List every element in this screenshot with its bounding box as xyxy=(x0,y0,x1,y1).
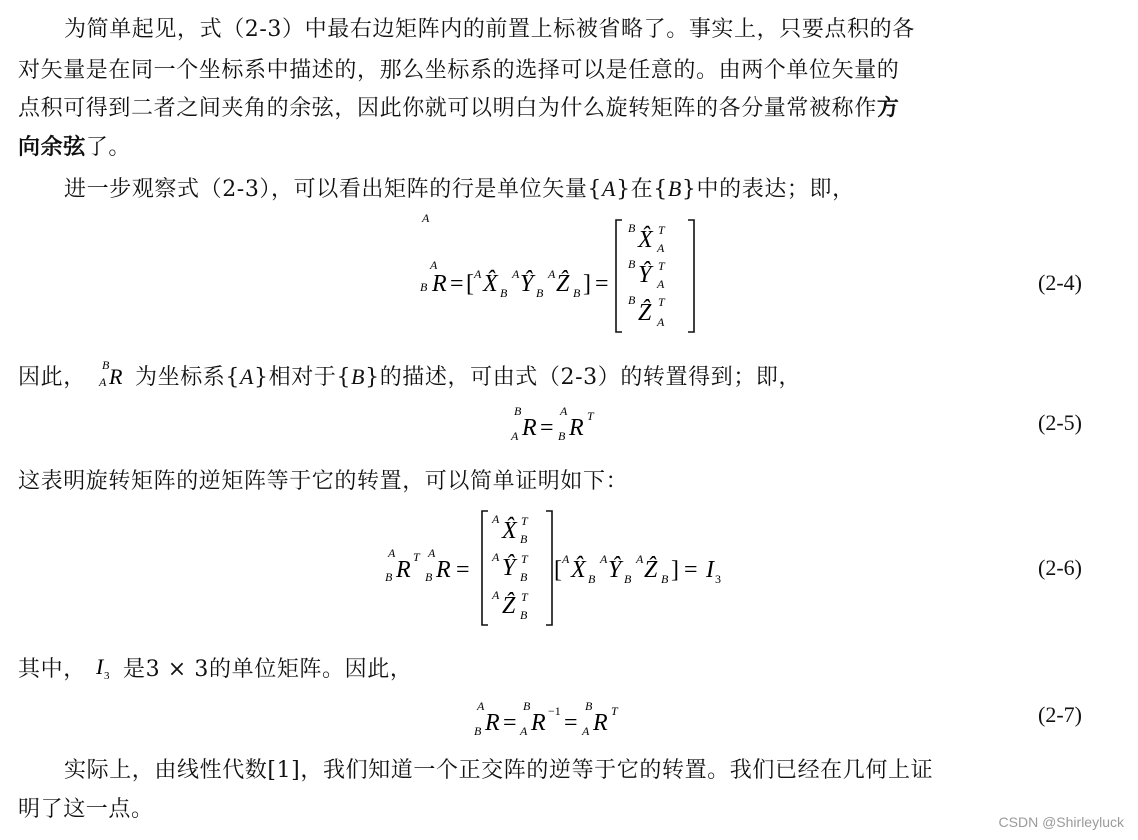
paragraph-5: 其中， I 3 是3 × 3的单位矩阵。因此， xyxy=(18,654,413,682)
svg-text:R: R xyxy=(593,710,608,736)
svg-text:B: B xyxy=(628,257,636,271)
svg-text:A: A xyxy=(548,267,556,281)
svg-text:R: R xyxy=(436,557,451,583)
svg-text:B: B xyxy=(102,358,111,372)
svg-text:[: [ xyxy=(554,557,562,583)
svg-text:B: B xyxy=(474,724,482,738)
svg-text:A: A xyxy=(477,699,485,713)
svg-text:A: A xyxy=(492,588,500,602)
svg-text:A: A xyxy=(600,552,608,566)
svg-text:]: ] xyxy=(583,271,591,297)
svg-text:B: B xyxy=(425,570,433,584)
svg-text:B: B xyxy=(385,570,393,584)
svg-text:=: = xyxy=(456,557,470,583)
svg-text:I: I xyxy=(706,557,714,583)
svg-text:R: R xyxy=(531,710,546,736)
svg-text:[: [ xyxy=(466,271,474,297)
svg-text:=: = xyxy=(540,415,554,441)
svg-text:T: T xyxy=(587,409,594,423)
svg-text:]: ] xyxy=(671,557,679,583)
svg-text:=: = xyxy=(503,710,517,736)
svg-text:B: B xyxy=(588,572,596,586)
svg-text:B: B xyxy=(624,572,632,586)
inline-identity-i3 xyxy=(93,652,115,682)
svg-text:A: A xyxy=(511,429,519,443)
svg-text:Ẑ: Ẑ xyxy=(638,300,652,326)
svg-text:=: = xyxy=(595,271,609,297)
svg-text:Ŷ: Ŷ xyxy=(520,271,534,297)
svg-text:T: T xyxy=(521,590,528,604)
svg-text:A: A xyxy=(474,267,482,281)
svg-text:A: A xyxy=(388,546,396,560)
watermark: CSDN @Shirleyluck xyxy=(998,814,1124,830)
svg-text:X̂: X̂ xyxy=(638,227,653,253)
svg-text:A: A xyxy=(582,724,590,738)
svg-text:A: A xyxy=(492,550,500,564)
svg-text:B: B xyxy=(520,570,528,584)
svg-text:A: A xyxy=(99,375,108,389)
svg-text:A: A xyxy=(520,724,528,738)
equation-number-2-6: (2-6) xyxy=(1038,555,1082,580)
svg-text:B: B xyxy=(523,699,531,713)
svg-text:R: R xyxy=(396,557,411,583)
svg-text:A: A xyxy=(636,552,644,566)
paragraph-6-line-2: 明了这一点。 xyxy=(18,797,154,822)
paragraph-1-line-2: 对矢量是在同一个坐标系中描述的，那么坐标系的选择可以是任意的。由两个单位矢量的 xyxy=(18,58,900,83)
svg-text:T: T xyxy=(658,259,665,273)
paragraph-1-line-4: 向余弦了。 xyxy=(18,134,132,160)
svg-text:R: R xyxy=(522,415,537,441)
equation-2-4 xyxy=(410,212,710,342)
svg-text:B: B xyxy=(628,293,636,307)
svg-text:R: R xyxy=(485,710,500,736)
svg-text:B: B xyxy=(514,404,522,418)
svg-text:A: A xyxy=(657,315,665,329)
svg-text:−1: −1 xyxy=(548,704,561,718)
equation-2-7 xyxy=(468,695,638,745)
svg-text:B: B xyxy=(661,572,669,586)
svg-text:A: A xyxy=(657,241,665,255)
equation-number-2-5: (2-5) xyxy=(1038,410,1082,435)
svg-text:X̂: X̂ xyxy=(571,557,586,583)
svg-text:B: B xyxy=(628,221,636,235)
svg-text:A: A xyxy=(562,552,570,566)
svg-text:T: T xyxy=(611,704,618,718)
paragraph-3: 因此， B A R 为坐标系{A}相对于{B}的描述，可由式（2-3）的转置得到；即， xyxy=(18,358,802,390)
svg-text:B: B xyxy=(520,532,528,546)
svg-text:Ẑ: Ẑ xyxy=(502,593,516,619)
svg-text:T: T xyxy=(658,223,665,237)
svg-text:B: B xyxy=(558,429,566,443)
svg-text:=: = xyxy=(564,710,578,736)
svg-text:T: T xyxy=(658,295,665,309)
paragraph-1-line-1: 为简单起见，式（2-3）中最右边矩阵内的前置上标被省略了。事实上，只要点积的各 xyxy=(64,17,915,42)
svg-text:Ŷ: Ŷ xyxy=(638,262,652,288)
svg-text:=: = xyxy=(450,271,464,297)
svg-text:T: T xyxy=(521,552,528,566)
svg-text:=: = xyxy=(684,557,698,583)
svg-text:Ẑ: Ẑ xyxy=(644,557,658,583)
svg-text:B: B xyxy=(585,699,593,713)
svg-text:X̂: X̂ xyxy=(483,271,498,297)
svg-text:Ŷ: Ŷ xyxy=(502,555,516,581)
svg-text:B: B xyxy=(520,608,528,622)
svg-text:R: R xyxy=(432,271,447,297)
svg-text:B: B xyxy=(573,286,581,300)
paragraph-1-line-3: 点积可得到二者之间夹角的余弦，因此你就可以明白为什么旋转矩阵的各分量常被称作方 xyxy=(18,95,900,121)
svg-text:A: A xyxy=(560,404,568,418)
equation-number-2-4: (2-4) xyxy=(1038,270,1082,295)
equation-2-5 xyxy=(505,400,615,450)
equation-2-6 xyxy=(378,505,738,635)
paragraph-6-line-1: 实际上，由线性代数[1]，我们知道一个正交阵的逆等于它的转置。我们已经在几何上证 xyxy=(64,758,934,783)
equation-number-2-7: (2-7) xyxy=(1038,702,1082,727)
inline-rotation-b-a xyxy=(93,358,127,392)
svg-text:A: A xyxy=(657,277,665,291)
bold-term-start: 方 xyxy=(876,95,900,121)
svg-text:A: A xyxy=(430,258,438,272)
svg-text:3: 3 xyxy=(104,670,111,682)
paragraph-4: 这表明旋转矩阵的逆矩阵等于它的转置，可以简单证明如下： xyxy=(18,469,629,494)
svg-text:R: R xyxy=(569,415,584,441)
svg-text:A: A xyxy=(428,546,436,560)
svg-text:Ŷ: Ŷ xyxy=(608,557,622,583)
svg-text:R: R xyxy=(109,364,124,389)
svg-text:X̂: X̂ xyxy=(502,518,517,544)
sup-a: A xyxy=(422,212,430,225)
paragraph-2: 进一步观察式（2-3），可以看出矩阵的行是单位矢量{A}在{B}中的表达；即， xyxy=(64,176,855,202)
svg-text:A: A xyxy=(512,267,520,281)
svg-text:3: 3 xyxy=(715,572,721,586)
svg-text:I: I xyxy=(96,654,105,679)
svg-text:Ẑ: Ẑ xyxy=(556,271,570,297)
bold-term-end: 向余弦 xyxy=(18,134,86,160)
svg-text:B: B xyxy=(536,286,544,300)
svg-text:B: B xyxy=(500,286,508,300)
svg-text:A: A xyxy=(492,512,500,526)
svg-text:B: B xyxy=(420,280,428,294)
svg-text:T: T xyxy=(413,550,420,564)
svg-text:T: T xyxy=(521,514,528,528)
